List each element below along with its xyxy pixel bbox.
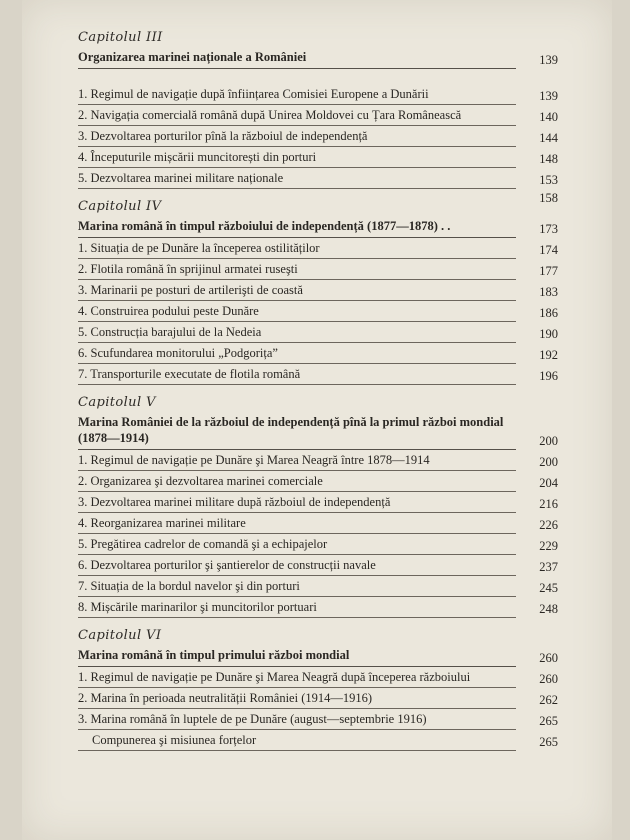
- chapter-3: [78, 30, 516, 189]
- chapter-6: [78, 628, 516, 751]
- page-number: 140: [539, 110, 558, 124]
- page-number: 245: [539, 581, 558, 595]
- chapter-4: [78, 199, 516, 385]
- page-number: 190: [539, 327, 558, 341]
- page-number: 183: [539, 285, 558, 299]
- toc-entry: 3. Dezvoltarea porturilor pînă la războiul de independență: [78, 126, 516, 147]
- toc-entry: 8. Mișcările marinarilor şi muncitorilor portuari: [78, 597, 516, 618]
- page-number: 177: [539, 264, 558, 278]
- chapter-label: Capitolul VI: [78, 628, 162, 643]
- page-number: 174: [539, 243, 558, 257]
- chapter-title: Marina română în timpul războiului de independență (1877—1878) . .: [78, 218, 516, 238]
- page-number: 192: [539, 348, 558, 362]
- page-number: 200: [539, 434, 558, 448]
- toc-entry: 5. Dezvoltarea marinei militare naționale: [78, 168, 516, 189]
- book-page: [22, 0, 612, 840]
- page-number: 186: [539, 306, 558, 320]
- toc-entry: 6. Dezvoltarea porturilor şi şantierelor de construcții navale: [78, 555, 516, 576]
- chapter-title-row: [78, 49, 516, 69]
- page-number: 173: [539, 222, 558, 236]
- toc-entry: 7. Transporturile executate de flotila română: [78, 364, 516, 385]
- chapter-label: Capitolul V: [78, 395, 156, 410]
- page-number: 144: [539, 131, 558, 145]
- page-number: 200: [539, 455, 558, 469]
- page-number: 237: [539, 560, 558, 574]
- page-number: 139: [539, 53, 558, 67]
- toc-entry: 2. Organizarea şi dezvoltarea marinei comerciale: [78, 471, 516, 492]
- page-number: 204: [539, 476, 558, 490]
- page-number: 148: [539, 152, 558, 166]
- toc-entry: 4. Începuturile mișcării muncitorești din porturi: [78, 147, 516, 168]
- toc-entry: 5. Construcția barajului de la Nedeia: [78, 322, 516, 343]
- toc-entry: 2. Navigația comercială română după Unirea Moldovei cu Țara Românească: [78, 105, 516, 126]
- chapter-title: Marina română în timpul primului război mondial: [78, 647, 516, 667]
- toc-entry: 3. Dezvoltarea marinei militare după războiul de independență: [78, 492, 516, 513]
- chapter-label: Capitolul III: [78, 30, 163, 45]
- page-number: 139: [539, 89, 558, 103]
- toc-entry: 1. Situația de pe Dunăre la începerea ostilităților: [78, 238, 516, 259]
- toc-entry: 5. Pregătirea cadrelor de comandă şi a echipajelor: [78, 534, 516, 555]
- toc-entry: 3. Marinarii pe posturi de artilerişti de coastă: [78, 280, 516, 301]
- table-of-contents: [78, 30, 516, 761]
- page-number: 248: [539, 602, 558, 616]
- chapter-title: Marina României de la războiul de independență pînă la primul război mondial (1878—1914): [78, 414, 516, 450]
- toc-entry: 4. Construirea podului peste Dunăre: [78, 301, 516, 322]
- page-number: 262: [539, 693, 558, 707]
- toc-entry: 3. Marina română în luptele de pe Dunăre (august—septembrie 1916): [78, 709, 516, 730]
- page-number: 153: [539, 173, 558, 187]
- toc-entry: 2. Marina în perioada neutralității României (1914—1916): [78, 688, 516, 709]
- chapter-title: Organizarea marinei naționale a României: [78, 49, 516, 69]
- toc-entry: 2. Flotila română în sprijinul armatei ruseşti: [78, 259, 516, 280]
- toc-entry: 1. Regimul de navigație pe Dunăre şi Marea Neagră între 1878—1914: [78, 450, 516, 471]
- toc-entry: 7. Situația de la bordul navelor şi din porturi: [78, 576, 516, 597]
- page-number: 229: [539, 539, 558, 553]
- page-number: 260: [539, 651, 558, 665]
- page-number: 158: [539, 191, 558, 205]
- toc-entry: 1. Regimul de navigație după înființarea Comisiei Europene a Dunării: [78, 69, 516, 105]
- chapter-5: [78, 395, 516, 618]
- toc-entry: Compunerea şi misiunea forțelor: [78, 730, 516, 751]
- toc-entry: 4. Reorganizarea marinei militare: [78, 513, 516, 534]
- page-number: 196: [539, 369, 558, 383]
- page-number: 216: [539, 497, 558, 511]
- page-number: 265: [539, 714, 558, 728]
- toc-entry: 6. Scufundarea monitorului „Podgorița”: [78, 343, 516, 364]
- chapter-label: Capitolul IV: [78, 199, 162, 214]
- page-number: 226: [539, 518, 558, 532]
- page-number: 265: [539, 735, 558, 749]
- toc-entry: 1. Regimul de navigație pe Dunăre şi Marea Neagră după începerea războiului: [78, 667, 516, 688]
- page-number: 260: [539, 672, 558, 686]
